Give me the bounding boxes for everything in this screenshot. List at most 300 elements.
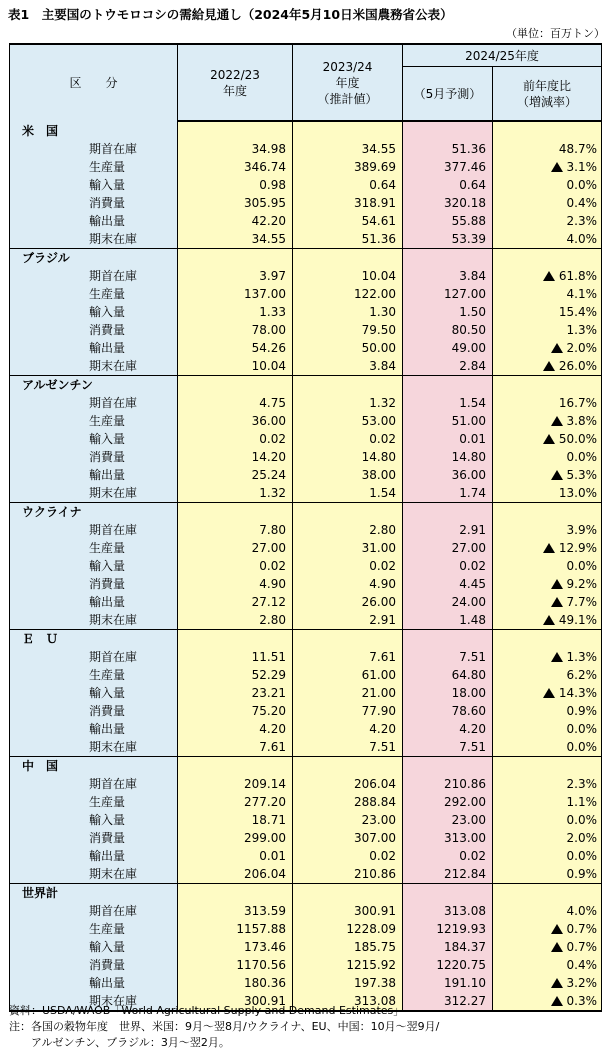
value-2024-25: 292.00 [403,793,493,811]
value-2023-24: 300.91 [293,902,403,920]
country-label [10,376,178,395]
value-2022-23: 1.33 [178,303,293,321]
table-row [10,430,602,448]
value-2023-24: 3.84 [293,357,403,376]
table-row [10,176,602,194]
value-2024-25: 51.00 [403,412,493,430]
value-2023-24: 21.00 [293,684,403,702]
change-value: 3.2% [566,976,598,990]
empty-cell [403,757,493,776]
table-row [10,757,602,776]
value-2022-23: 54.26 [178,339,293,357]
change-value: 2.0% [566,831,598,845]
country-label [10,121,178,140]
country-label [10,757,178,776]
item-name: 期末在庫 [89,740,138,754]
empty-cell [293,503,403,522]
table-row [10,394,602,412]
decrease-triangle-icon [551,924,563,934]
value-2023-24: 7.61 [293,648,403,666]
change-cell [493,938,602,956]
item-label [10,865,178,884]
empty-cell [493,630,602,649]
value-2023-24: 31.00 [293,539,403,557]
value-2022-23: 14.20 [178,448,293,466]
change-cell [493,448,602,466]
value-2023-24: 1.30 [293,303,403,321]
table-row [10,648,602,666]
value-2023-24: 51.36 [293,230,403,249]
item-label [10,720,178,738]
value-2022-23: 11.51 [178,648,293,666]
value-2022-23: 1170.56 [178,956,293,974]
change-value: 49.1% [558,613,598,627]
item-name: 輸入量 [89,813,126,827]
value-2022-23: 2.80 [178,611,293,630]
change-cell [493,775,602,793]
value-2023-24: 197.38 [293,974,403,992]
change-value: 0.4% [566,196,598,210]
value-2022-23: 78.00 [178,321,293,339]
value-2024-25: 2.91 [403,521,493,539]
header-2024-25-forecast: （5月予測） [403,67,493,122]
decrease-triangle-icon [543,271,555,281]
table-row [10,702,602,720]
value-2022-23: 137.00 [178,285,293,303]
change-cell [493,285,602,303]
empty-cell [293,121,403,140]
item-name: 期首在庫 [89,650,138,664]
empty-cell [403,376,493,395]
table-row [10,376,602,395]
value-2022-23: 346.74 [178,158,293,176]
item-label [10,738,178,757]
change-cell [493,593,602,611]
value-2023-24: 54.61 [293,212,403,230]
empty-cell [493,884,602,903]
change-value: 12.9% [558,541,598,555]
table-row [10,412,602,430]
item-label [10,811,178,829]
table-row [10,212,602,230]
value-2024-25: 212.84 [403,865,493,884]
item-label [10,557,178,575]
value-2022-23: 206.04 [178,865,293,884]
item-name: 期末在庫 [89,867,138,881]
table-row [10,230,602,249]
table-row [10,158,602,176]
table-row [10,738,602,757]
item-name: 輸入量 [89,178,126,192]
item-label [10,902,178,920]
footnote-1: 注：各国の穀物年度 世界、米国：9月～翌8月/ウクライナ、EU、中国：10月～翌9月/ [9,1020,440,1033]
value-2022-23: 34.55 [178,230,293,249]
empty-cell [493,757,602,776]
value-2024-25: 7.51 [403,738,493,757]
change-value: 7.7% [566,595,598,609]
table-row [10,847,602,865]
decrease-triangle-icon [551,470,563,480]
change-cell [493,394,602,412]
value-2024-25: 80.50 [403,321,493,339]
decrease-triangle-icon [543,688,555,698]
change-value: 13.0% [558,486,598,500]
change-value: 0.0% [566,722,598,736]
item-label [10,285,178,303]
decrease-triangle-icon [543,434,555,444]
value-2024-25: 51.36 [403,140,493,158]
item-name: 期末在庫 [89,994,138,1008]
table-row [10,775,602,793]
value-2024-25: 1.74 [403,484,493,503]
value-2023-24: 206.04 [293,775,403,793]
item-label [10,593,178,611]
item-label [10,430,178,448]
value-2022-23: 42.20 [178,212,293,230]
item-name: 生産量 [89,160,126,174]
value-2024-25: 7.51 [403,648,493,666]
table-row [10,539,602,557]
header-2023-24: 2023/24 年度 （推計値） [293,44,403,121]
value-2022-23: 25.24 [178,466,293,484]
change-cell [493,829,602,847]
change-cell [493,212,602,230]
source-note: 資料：USDA/WAOB「World Agricultural Supply and Demand Estimates」 [9,1004,405,1017]
country-label [10,249,178,268]
change-value: 26.0% [558,359,598,373]
change-value: 50.0% [558,432,598,446]
table-row [10,829,602,847]
value-2022-23: 4.90 [178,575,293,593]
item-label [10,974,178,992]
value-2023-24: 77.90 [293,702,403,720]
empty-cell [293,249,403,268]
value-2024-25: 24.00 [403,593,493,611]
item-name: 期末在庫 [89,359,138,373]
item-name: 輸出量 [89,976,126,990]
value-2022-23: 277.20 [178,793,293,811]
value-2023-24: 0.02 [293,430,403,448]
change-cell [493,902,602,920]
value-2022-23: 0.02 [178,430,293,448]
empty-cell [493,249,602,268]
value-2024-25: 55.88 [403,212,493,230]
value-2022-23: 299.00 [178,829,293,847]
country-name: 中 国 [22,759,59,773]
item-label [10,466,178,484]
item-label [10,666,178,684]
item-label [10,793,178,811]
value-2022-23: 4.20 [178,720,293,738]
value-2023-24: 318.91 [293,194,403,212]
empty-cell [178,249,293,268]
change-cell [493,575,602,593]
value-2023-24: 1.54 [293,484,403,503]
change-cell [493,702,602,720]
change-value: 0.9% [566,867,598,881]
change-value: 0.7% [566,940,598,954]
change-cell [493,484,602,503]
change-value: 4.0% [566,904,598,918]
decrease-triangle-icon [551,343,563,353]
table-row [10,303,602,321]
table-row [10,938,602,956]
value-2023-24: 23.00 [293,811,403,829]
change-value: 0.0% [566,813,598,827]
empty-cell [403,630,493,649]
item-label [10,956,178,974]
country-name: 世界計 [22,886,59,900]
value-2023-24: 185.75 [293,938,403,956]
country-label [10,884,178,903]
decrease-triangle-icon [551,162,563,172]
item-name: 生産量 [89,795,126,809]
value-2024-25: 14.80 [403,448,493,466]
table-row [10,503,602,522]
value-2022-23: 180.36 [178,974,293,992]
change-value: 3.1% [566,160,598,174]
value-2024-25: 36.00 [403,466,493,484]
item-label [10,339,178,357]
empty-cell [178,630,293,649]
change-cell [493,303,602,321]
item-label [10,648,178,666]
value-2022-23: 7.61 [178,738,293,757]
table-row [10,720,602,738]
change-value: 5.3% [566,468,598,482]
item-name: 生産量 [89,668,126,682]
change-cell [493,956,602,974]
change-cell [493,974,602,992]
change-cell [493,357,602,376]
item-name: 輸入量 [89,940,126,954]
value-2022-23: 0.02 [178,557,293,575]
item-name: 消費量 [89,323,126,337]
table-row [10,902,602,920]
table-row [10,484,602,503]
table-row [10,466,602,484]
item-label [10,702,178,720]
item-name: 輸入量 [89,559,126,573]
decrease-triangle-icon [551,597,563,607]
change-cell [493,140,602,158]
value-2024-25: 4.45 [403,575,493,593]
unit-label: （単位：百万トン） [506,27,605,40]
change-value: 0.3% [566,994,598,1008]
decrease-triangle-icon [551,652,563,662]
item-label [10,484,178,503]
value-2022-23: 34.98 [178,140,293,158]
footnote-2: アルゼンチン、ブラジル：3月～翌2月。 [9,1036,230,1049]
table-row [10,884,602,903]
change-cell [493,321,602,339]
value-2024-25: 320.18 [403,194,493,212]
country-label [10,630,178,649]
change-value: 3.9% [566,523,598,537]
empty-cell [178,376,293,395]
value-2023-24: 313.08 [293,992,403,1011]
table-row [10,140,602,158]
header-2024-25-group: 2024/25年度 [403,44,602,67]
item-label [10,394,178,412]
item-name: 消費量 [89,831,126,845]
empty-cell [293,884,403,903]
value-2023-24: 26.00 [293,593,403,611]
change-cell [493,430,602,448]
country-name: アルゼンチン [22,378,93,392]
table-row [10,793,602,811]
decrease-triangle-icon [551,579,563,589]
empty-cell [403,249,493,268]
item-label [10,920,178,938]
value-2022-23: 52.29 [178,666,293,684]
change-cell [493,339,602,357]
table-row [10,811,602,829]
value-2022-23: 27.12 [178,593,293,611]
value-2024-25: 313.08 [403,902,493,920]
country-name: ウクライナ [22,505,82,519]
country-name: 米 国 [22,123,59,138]
empty-cell [493,121,602,140]
change-value: 2.3% [566,777,598,791]
item-name: 輸出量 [89,214,126,228]
decrease-triangle-icon [543,543,555,553]
decrease-triangle-icon [543,361,555,371]
value-2023-24: 122.00 [293,285,403,303]
change-cell [493,611,602,630]
value-2023-24: 1215.92 [293,956,403,974]
item-name: 期首在庫 [89,523,138,537]
value-2024-25: 312.27 [403,992,493,1011]
value-2023-24: 10.04 [293,267,403,285]
table-row [10,611,602,630]
change-cell [493,230,602,249]
item-label [10,684,178,702]
item-name: 消費量 [89,196,126,210]
change-value: 15.4% [558,305,598,319]
value-2022-23: 1.32 [178,484,293,503]
value-2023-24: 2.80 [293,521,403,539]
table-row [10,339,602,357]
empty-cell [403,121,493,140]
change-cell [493,920,602,938]
change-value: 0.0% [566,450,598,464]
empty-cell [403,503,493,522]
value-2024-25: 377.46 [403,158,493,176]
country-name: ブラジル [22,251,70,265]
header-yoy-change: 前年度比 （増減率） [493,67,602,122]
item-name: 生産量 [89,414,126,428]
change-value: 4.1% [566,287,598,301]
table-row [10,249,602,268]
change-value: 0.0% [566,849,598,863]
change-cell [493,847,602,865]
change-cell [493,865,602,884]
decrease-triangle-icon [551,978,563,988]
value-2024-25: 3.84 [403,267,493,285]
change-cell [493,158,602,176]
item-label [10,194,178,212]
item-name: 輸出量 [89,849,126,863]
country-name: Ｅ Ｕ [22,632,59,646]
item-label [10,611,178,630]
value-2024-25: 4.20 [403,720,493,738]
item-label [10,321,178,339]
item-label [10,847,178,865]
change-cell [493,666,602,684]
value-2022-23: 3.97 [178,267,293,285]
item-label [10,176,178,194]
value-2022-23: 18.71 [178,811,293,829]
change-value: 1.1% [566,795,598,809]
value-2024-25: 127.00 [403,285,493,303]
empty-cell [293,376,403,395]
change-value: 2.3% [566,214,598,228]
item-name: 生産量 [89,922,126,936]
item-name: 輸出量 [89,722,126,736]
item-name: 期末在庫 [89,613,138,627]
change-cell [493,267,602,285]
value-2024-25: 78.60 [403,702,493,720]
change-value: 0.0% [566,178,598,192]
item-name: 消費量 [89,577,126,591]
change-value: 2.0% [566,341,598,355]
change-value: 0.0% [566,740,598,754]
value-2023-24: 1228.09 [293,920,403,938]
item-label [10,303,178,321]
item-name: 期末在庫 [89,486,138,500]
item-name: 期末在庫 [89,232,138,246]
value-2022-23: 23.21 [178,684,293,702]
item-label [10,829,178,847]
value-2024-25: 1.48 [403,611,493,630]
value-2022-23: 173.46 [178,938,293,956]
value-2023-24: 38.00 [293,466,403,484]
value-2022-23: 10.04 [178,357,293,376]
item-label [10,357,178,376]
change-cell [493,738,602,757]
empty-cell [293,630,403,649]
item-label [10,775,178,793]
change-cell [493,648,602,666]
change-value: 0.9% [566,704,598,718]
table-row [10,684,602,702]
value-2022-23: 0.98 [178,176,293,194]
table-row [10,920,602,938]
value-2022-23: 300.91 [178,992,293,1011]
value-2022-23: 27.00 [178,539,293,557]
value-2024-25: 313.00 [403,829,493,847]
value-2024-25: 1219.93 [403,920,493,938]
value-2022-23: 75.20 [178,702,293,720]
change-value: 1.3% [566,323,598,337]
value-2023-24: 14.80 [293,448,403,466]
decrease-triangle-icon [551,416,563,426]
value-2024-25: 1.54 [403,394,493,412]
table-row [10,357,602,376]
value-2023-24: 50.00 [293,339,403,357]
item-name: 輸入量 [89,305,126,319]
value-2023-24: 7.51 [293,738,403,757]
change-value: 9.2% [566,577,598,591]
table-title: 表1 主要国のトウモロコシの需給見通し（2024年5月10日米国農務省公表） [8,7,453,22]
empty-cell [178,884,293,903]
value-2024-25: 1220.75 [403,956,493,974]
supply-demand-table [9,43,602,1012]
table-row [10,321,602,339]
header-category: 区 分 [10,44,178,121]
value-2023-24: 4.20 [293,720,403,738]
